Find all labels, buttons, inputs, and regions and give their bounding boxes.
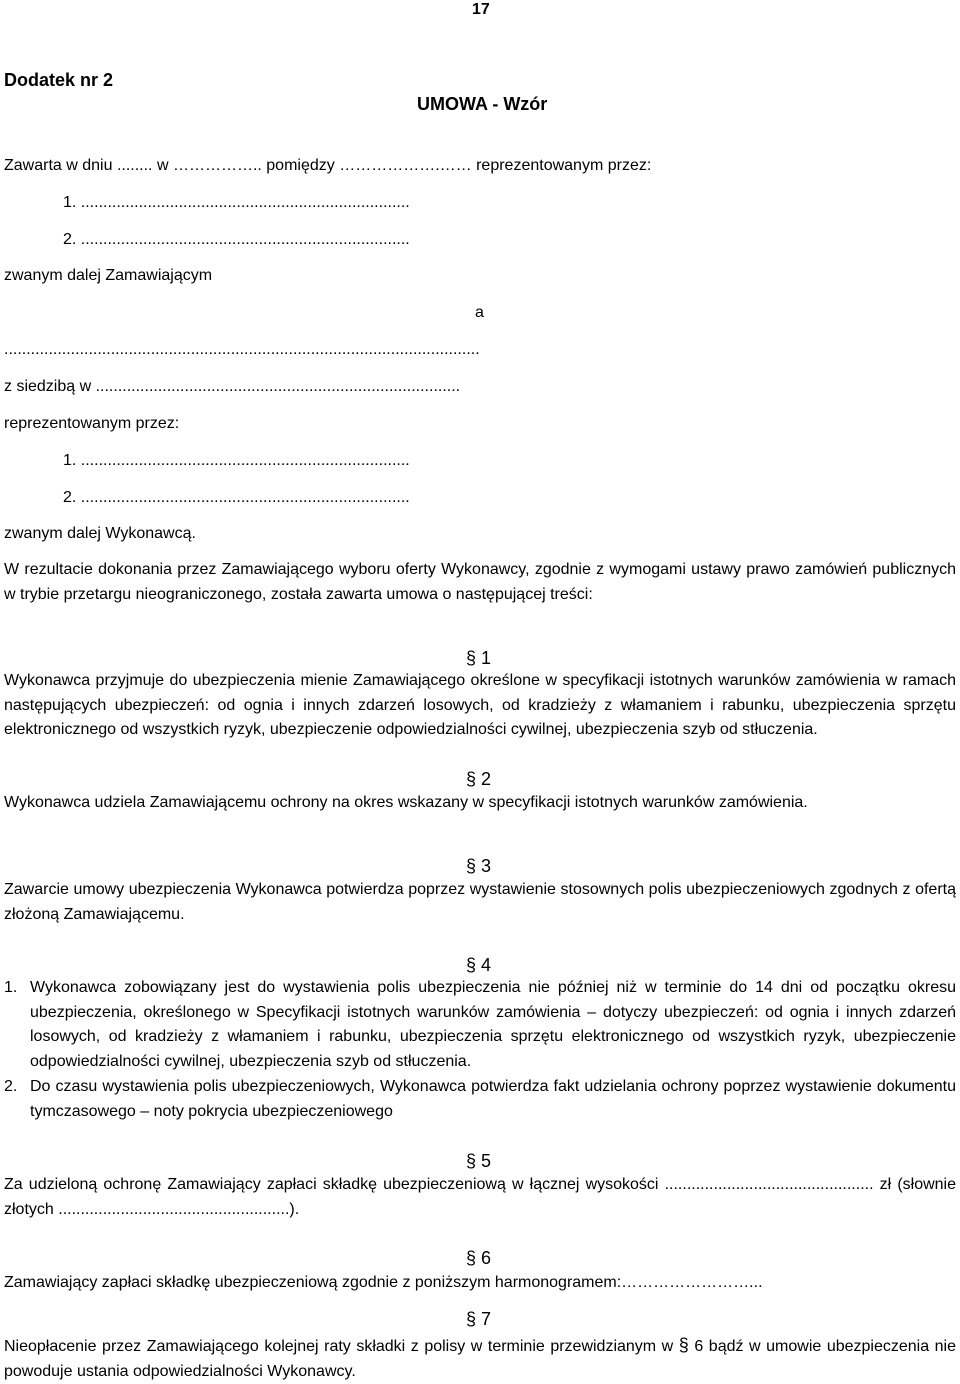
contract-title: UMOWA - Wzór (417, 94, 548, 114)
contractor-representative-1: 1. .......................................................................... (63, 452, 410, 469)
section-2-text: Wykonawca udziela Zamawiającemu ochrony na okres wskazany w specyfikacji istotnych warunków zamówienia. (4, 794, 808, 811)
intro-paragraph: W rezultacie dokonania przez Zamawiającego wyboru oferty Wykonawcy, zgodnie z wymogami ustawy prawo zamówień publicznych w trybie przetargu nieograniczonego, została zawarta umowa o następującej treści: (4, 561, 956, 603)
section-7-text-after: 6 bądź w umowie ubezpieczenia nie powoduje ustania odpowiedzialności Wykonawcy. (4, 1338, 957, 1380)
section-5-text: Za udzieloną ochronę Zamawiający zapłaci składkę ubezpieczeniową w łącznej wysokości ............................................... zł (słownie złotych ....................................................). (4, 1176, 956, 1218)
section-7-text-before: Nieopłacenie przez Zamawiającego kolejnej raty składki z polisy w terminie przewidzianym w (4, 1338, 674, 1355)
section-4-mark: § 4 (466, 955, 492, 975)
section-3-mark: § 3 (466, 856, 492, 876)
section-4-item-2-text: Do czasu wystawienia polis ubezpieczeniowych, Wykonawca potwierdza fakt udzielania ochrony poprzez wystawienie dokumentu tymczasowego – noty pokrycia ubezpieczeniowego (30, 1078, 956, 1120)
client-representative-2: 2. .......................................................................... (63, 231, 410, 248)
section-7-text (4, 1333, 956, 1384)
conjunction-and: a (475, 304, 484, 321)
section-6-mark: § 6 (466, 1248, 492, 1268)
contractor-seat: z siedzibą w .................................................................................. (4, 378, 461, 395)
page-number: 17 (472, 1, 490, 18)
section-4-item-1-text: Wykonawca zobowiązany jest do wystawienia polis ubezpieczenia nie później niż w terminie do 14 dni od początku okresu ubezpieczenia, określonego w Specyfikacji istotnych warunków zamówienia – dotyczy ubezpieczeń: od ognia i innych zdarzeń losowych, od kradzieży z włamaniem i rabunku, ubezpieczenia sprzętu elektronicznego od wszystkich ryzyk, ubezpieczenie odpowiedzialności cywilnej, ubezpieczenia szyb od stłuczenia. (30, 979, 956, 1070)
section-7-inline-mark: § (678, 1335, 689, 1355)
annex-title: Dodatek nr 2 (4, 70, 114, 90)
client-representative-1: 1. .......................................................................... (63, 194, 410, 211)
section-7-mark: § 7 (466, 1309, 492, 1329)
section-6-text: Zamawiający zapłaci składkę ubezpieczeniową zgodnie z poniższym harmonogramem:……………………... (4, 1274, 763, 1291)
section-4-item-1-number: 1. (4, 979, 18, 996)
concluded-line: Zawarta w dniu ........ w …………….. pomiędzy ……………….…… reprezentowanym przez: (4, 157, 652, 174)
section-1-text: Wykonawca przyjmuje do ubezpieczenia mienie Zamawiającego określone w specyfikacji istotnych warunków zamówienia w ramach następujących ubezpieczeń: od ognia i innych zdarzeń losowych, od kradzieży z włamaniem i rabunku, ubezpieczenia sprzętu elektronicznego od wszystkich ryzyk, ubezpieczenie odpowiedzialności cywilnej, ubezpieczenia szyb od stłuczenia. (4, 672, 956, 738)
section-1-mark: § 1 (466, 648, 492, 668)
contractor-designation: zwanym dalej Wykonawcą. (4, 525, 196, 542)
section-4-item-2-number: 2. (4, 1078, 18, 1095)
contractor-represented-by: reprezentowanym przez: (4, 415, 180, 432)
client-designation: zwanym dalej Zamawiającym (4, 267, 213, 284)
contractor-representative-2: 2. .......................................................................... (63, 489, 410, 506)
section-2-mark: § 2 (466, 769, 492, 789)
section-3-text: Zawarcie umowy ubezpieczenia Wykonawca potwierdza poprzez wystawienie stosownych polis ubezpieczeniowych zgodnych z ofertą złożoną Zamawiającemu. (4, 881, 956, 923)
contractor-name-line: ........................................................................................................... (4, 341, 480, 358)
section-5-mark: § 5 (466, 1151, 492, 1171)
